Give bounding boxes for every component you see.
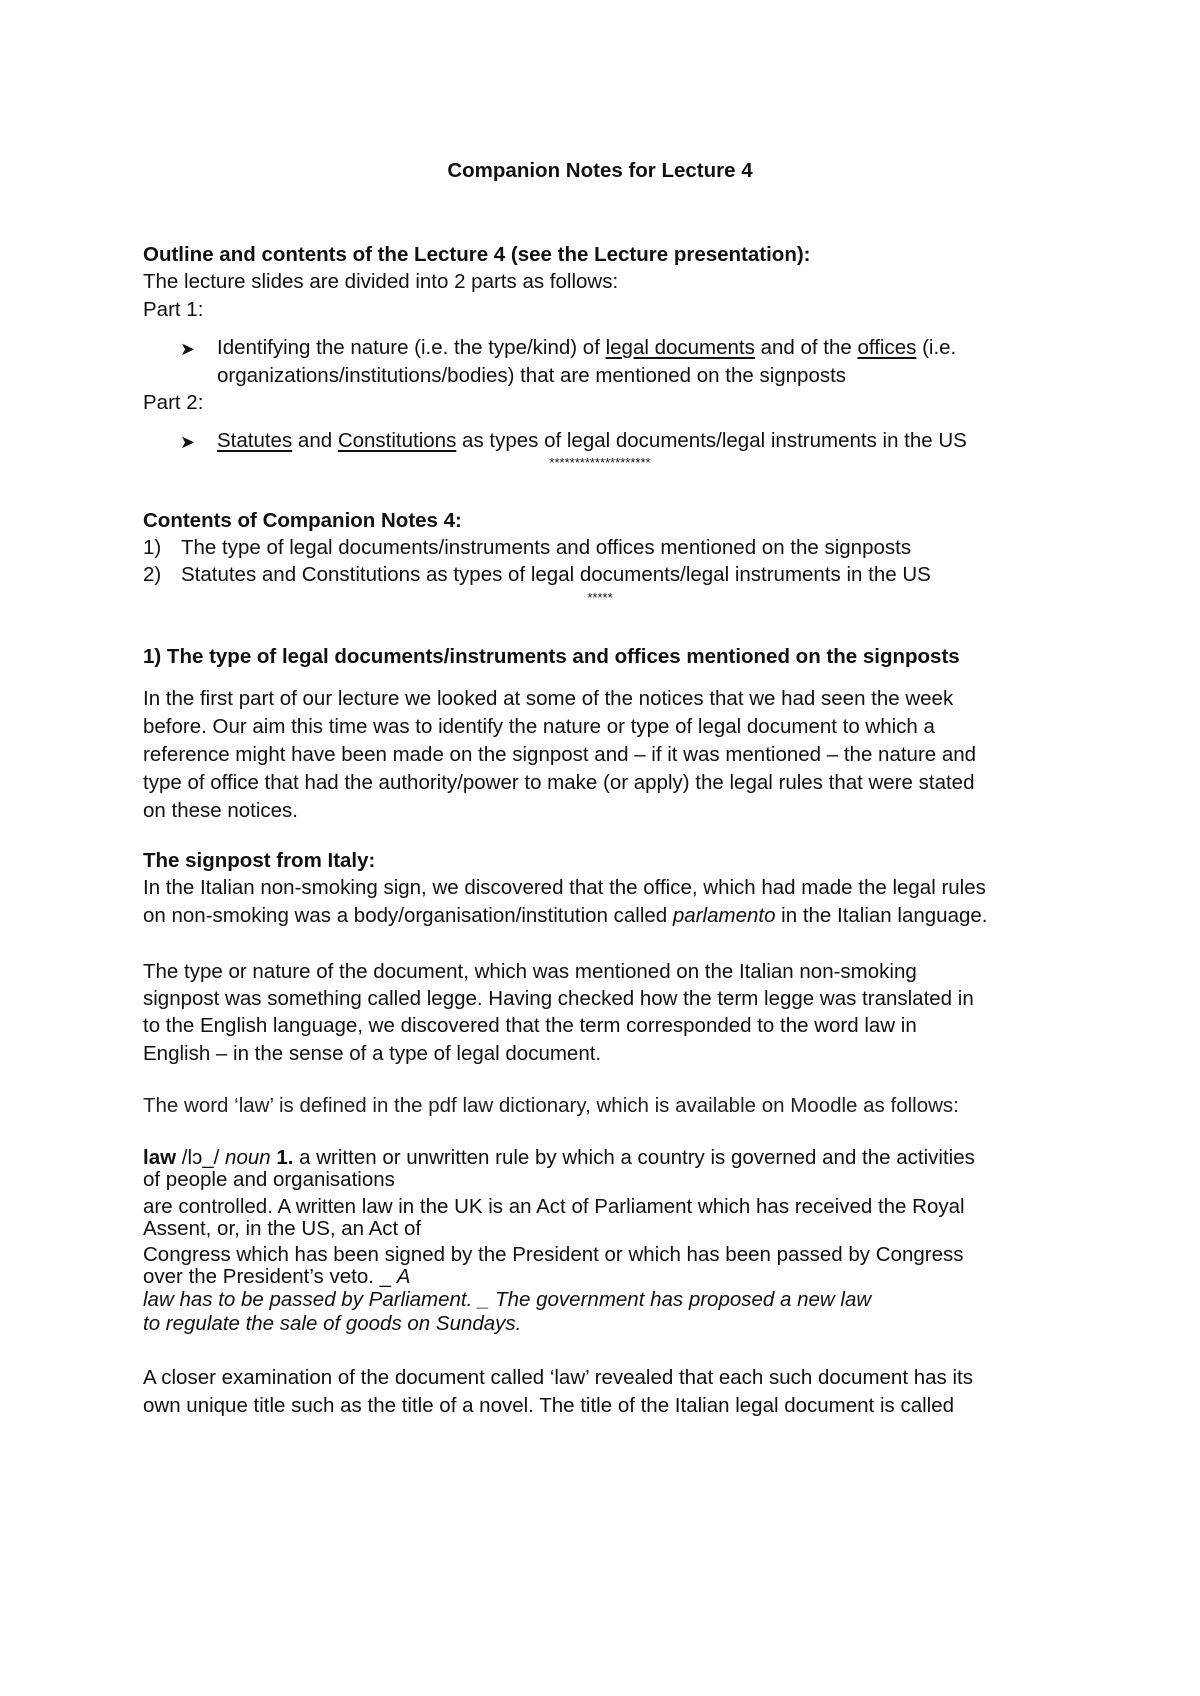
outline-intro: The lecture slides are divided into 2 parts as follows: [143,270,619,293]
italy-heading: The signpost from Italy: [143,849,376,872]
italy-text: in the Italian language. [775,904,988,927]
italy-text: on non-smoking was a body/organisation/institution called [143,904,673,927]
dictionary-intro: The word ‘law’ is defined in the pdf law dictionary, which is available on Moodle as follows: [143,1094,959,1117]
document-title: Companion Notes for Lecture 4 [447,159,753,182]
dictionary-entry-line: of people and organisations [143,1168,395,1191]
arrow-bullet-icon: ➤ [180,339,196,359]
contents-item-1 [143,533,1063,562]
part1-text-a: Identifying the nature (i.e. the type/kind) of [217,336,606,359]
section1-heading: 1) The type of legal documents/instruments and offices mentioned on the signposts [143,645,960,668]
item-text: Statutes and Constitutions as types of legal documents/legal instruments in the US [181,563,931,586]
part1-bullet [217,333,1137,362]
italy-line: In the Italian non-smoking sign, we discovered that the office, which had made the legal rules [143,876,986,899]
para1-line: on these notices. [143,799,298,822]
dictionary-example-line: to regulate the sale of goods on Sundays. [143,1312,522,1335]
part1-bullet-line2: organizations/institutions/bodies) that are mentioned on the signposts [217,364,847,387]
para1-line: type of office that had the authority/power to make (or apply) the legal rules that were stated [143,771,975,794]
dictionary-sense-number: 1. [270,1146,294,1169]
item-number: 1) [143,536,162,559]
dictionary-entry-line: Assent, or, in the US, an Act of [143,1217,422,1240]
parlamento-italic: parlamento [672,904,776,927]
para3-line: own unique title such as the title of a novel. The title of the Italian legal document is called [143,1394,955,1417]
dictionary-text: a written or unwritten rule by which a country is governed and the activities [293,1146,975,1169]
constitutions-underlined: Constitutions [337,429,457,452]
para1-line: In the first part of our lecture we looked at some of the notices that we had seen the week [143,687,954,710]
dictionary-entry-line: are controlled. A written law in the UK is an Act of Parliament which has received the Royal [143,1195,965,1218]
italy-line [143,901,1063,930]
part2-text-mid: and [292,429,338,452]
legal-documents-underlined: legal documents [605,336,755,359]
item-text: The type of legal documents/instruments and offices mentioned on the signposts [181,536,912,559]
part1-text-c: (i.e. [916,336,957,359]
contents-heading: Contents of Companion Notes 4: [143,509,462,532]
arrow-bullet-icon: ➤ [180,432,196,452]
part1-text-b: and of the [754,336,858,359]
outline-heading: Outline and contents of the Lecture 4 (see the Lecture presentation): [143,243,811,266]
dictionary-term: law [143,1146,177,1169]
para2-line: The type or nature of the document, which was mentioned on the Italian non-smoking [143,960,917,983]
para2-line: to the English language, we discovered that the term corresponded to the word law in [143,1014,917,1037]
dictionary-part-of-speech: noun [225,1146,271,1169]
dictionary-entry-line: Congress which has been signed by the President or which has been passed by Congress [143,1243,964,1266]
para1-line: reference might have been made on the signpost and – if it was mentioned – the nature and [143,743,977,766]
offices-underlined: offices [857,336,917,359]
statutes-underlined: Statutes [217,429,293,452]
separator-stars: ***** [587,590,613,605]
separator-stars: ******************** [549,455,651,470]
para1-line: before. Our aim this time was to identify the nature or type of legal document to which a [143,715,935,738]
part1-label: Part 1: [143,298,204,321]
part2-label: Part 2: [143,391,204,414]
dictionary-example: A [396,1265,411,1288]
part2-text-rest: as types of legal documents/legal instruments in the US [456,429,967,452]
item-number: 2) [143,563,162,586]
dictionary-example-line: law has to be passed by Parliament. _ The government has proposed a new law [143,1288,872,1311]
dictionary-pronunciation: /lɔ_/ [176,1146,226,1169]
para3-line: A closer examination of the document called ‘law’ revealed that each such document has its [143,1366,973,1389]
para2-line: English – in the sense of a type of legal document. [143,1042,602,1065]
para2-line: signpost was something called legge. Having checked how the term legge was translated in [143,987,974,1010]
dictionary-text: over the President’s veto. _ [143,1265,397,1288]
